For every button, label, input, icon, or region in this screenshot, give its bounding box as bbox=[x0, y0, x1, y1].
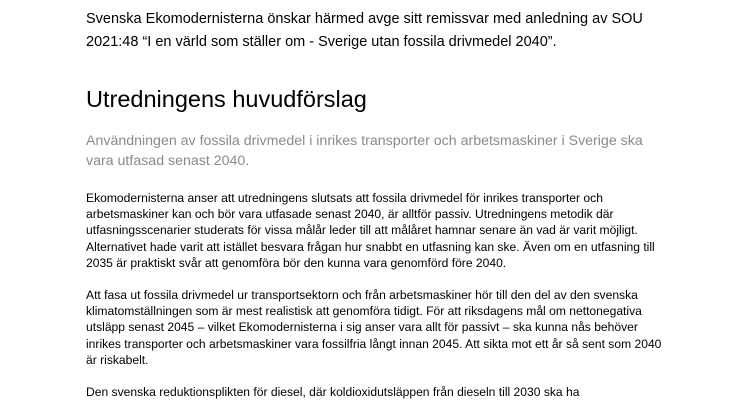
body-paragraph: Ekomodernisterna anser att utredningens slutsats att fossila drivmedel för inrikes transporter och arbetsmaskiner kan och bör vara utfasade senast 2040, är alltför passiv. Utredningens metodik där utfasningsscenarier studerats för vissa målår leder till att målåret hamnar senare än vad är varit möjligt. Alternativet hade varit att istället besvara frågan hur snabbt en utfasning kan ske. Även om en utfasning till 2035 är praktiskt svår att genomföra bör den kunna vara genomförd före 2040. bbox=[86, 191, 655, 270]
intro-paragraph: Svenska Ekomodernisterna önskar härmed avge sitt remissvar med anledning av SOU 2021:48 “I en värld som ställer om - Sverige utan fossila drivmedel 2040”. bbox=[86, 11, 643, 50]
body-paragraph: Att fasa ut fossila drivmedel ur transportsektorn och från arbetsmaskiner hör till den del av den svenska klimatomställningen som är mest realistisk att genomföra tidigt. För att riksdagens mål om nettonegativa utsläpp senast 2045 – vilket Ekomodernisterna i sig anser vara allt för passivt – ska kunna nås behöver inrikes transporter och arbetsmaskiner vara fossilfria långt innan 2045. Att sikta mot ett år så sent som 2040 är riskabelt. bbox=[86, 288, 662, 367]
section-heading: Utredningens huvudförslag bbox=[86, 86, 367, 112]
body-paragraph: Den svenska reduktionsplikten för diesel, där koldioxidutsläppen från dieseln till 2030 ska ha bbox=[86, 385, 580, 400]
lead-statement: Användningen av fossila drivmedel i inrikes transporter och arbetsmaskiner i Sverige ska vara utfasad senast 2040. bbox=[86, 133, 643, 169]
document-page bbox=[86, 8, 686, 400]
